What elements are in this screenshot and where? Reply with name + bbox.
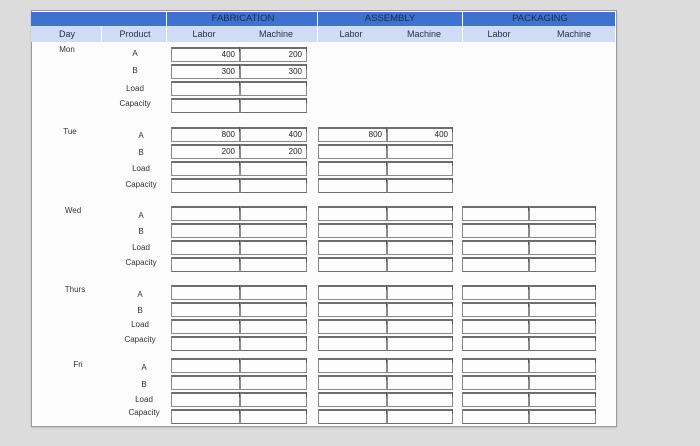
input-cell-pkg-labor[interactable]: [462, 409, 529, 424]
input-cell-asm-labor[interactable]: 800: [318, 127, 387, 142]
input-cell-pkg-labor[interactable]: [462, 257, 529, 272]
input-cell-fab-labor[interactable]: [171, 257, 240, 272]
input-cell-asm-labor[interactable]: [318, 409, 387, 424]
input-cell-fab-labor[interactable]: [171, 336, 240, 351]
product-label: B: [132, 66, 138, 75]
input-cell-asm-machine[interactable]: [387, 319, 453, 334]
input-cell-asm-machine[interactable]: [387, 161, 453, 176]
input-cell-fab-machine[interactable]: [240, 98, 307, 113]
input-cell-pkg-machine[interactable]: [529, 285, 596, 300]
input-cell-pkg-labor[interactable]: [462, 206, 529, 221]
input-cell-fab-machine[interactable]: [240, 392, 307, 407]
input-cell-asm-machine[interactable]: [387, 285, 453, 300]
col-product: Product: [119, 29, 151, 39]
input-cell-pkg-machine[interactable]: [529, 358, 596, 373]
col-fab-labor: Labor: [192, 29, 216, 39]
product-label: A: [141, 363, 147, 372]
input-cell-fab-labor[interactable]: [171, 409, 240, 424]
input-cell-asm-machine[interactable]: 400: [387, 127, 453, 142]
day-label: Fri: [73, 360, 83, 369]
product-label: B: [138, 227, 144, 236]
group-divider: [166, 12, 167, 26]
input-cell-fab-labor[interactable]: [171, 178, 240, 193]
input-cell-pkg-labor[interactable]: [462, 336, 529, 351]
input-cell-asm-labor[interactable]: [318, 144, 387, 159]
product-label: Load: [132, 164, 150, 173]
input-cell-pkg-labor[interactable]: [462, 375, 529, 390]
input-cell-pkg-machine[interactable]: [529, 206, 596, 221]
input-cell-fab-machine[interactable]: [240, 319, 307, 334]
column-divider: [101, 26, 102, 42]
input-cell-asm-machine[interactable]: [387, 144, 453, 159]
input-cell-pkg-labor[interactable]: [462, 358, 529, 373]
column-divider: [462, 26, 463, 42]
input-cell-pkg-labor[interactable]: [462, 223, 529, 238]
input-cell-pkg-labor[interactable]: [462, 392, 529, 407]
input-cell-pkg-labor[interactable]: [462, 319, 529, 334]
input-cell-fab-machine[interactable]: [240, 358, 307, 373]
column-divider: [166, 26, 167, 42]
input-cell-pkg-machine[interactable]: [529, 375, 596, 390]
input-cell-fab-machine[interactable]: [240, 240, 307, 255]
input-cell-asm-machine[interactable]: [387, 336, 453, 351]
product-label: Capacity: [128, 408, 160, 417]
input-cell-pkg-machine[interactable]: [529, 240, 596, 255]
input-cell-asm-machine[interactable]: [387, 178, 453, 193]
input-cell-fab-labor[interactable]: [171, 302, 240, 317]
input-cell-asm-labor[interactable]: [318, 336, 387, 351]
input-cell-fab-machine[interactable]: [240, 336, 307, 351]
input-cell-fab-machine[interactable]: [240, 257, 307, 272]
input-cell-fab-labor[interactable]: [171, 81, 240, 96]
input-cell-fab-machine[interactable]: 200: [240, 47, 307, 62]
input-cell-asm-machine[interactable]: [387, 392, 453, 407]
day-label: Wed: [64, 206, 82, 215]
input-cell-fab-machine[interactable]: [240, 81, 307, 96]
input-cell-fab-machine[interactable]: [240, 375, 307, 390]
product-label: B: [141, 380, 147, 389]
input-cell-fab-labor[interactable]: 200: [171, 144, 240, 159]
input-cell-fab-machine[interactable]: 400: [240, 127, 307, 142]
day-label: Thurs: [64, 285, 86, 294]
input-cell-fab-labor[interactable]: [171, 319, 240, 334]
input-cell-fab-labor[interactable]: 800: [171, 127, 240, 142]
day-label: Mon: [59, 45, 75, 54]
input-cell-asm-machine[interactable]: [387, 240, 453, 255]
col-asm-machine: Machine: [406, 29, 442, 39]
input-cell-asm-labor[interactable]: [318, 302, 387, 317]
product-label: A: [138, 131, 144, 140]
group-assembly: ASSEMBLY: [364, 13, 416, 24]
product-label: B: [138, 148, 144, 157]
input-cell-fab-labor[interactable]: [171, 285, 240, 300]
col-pkg-machine: Machine: [556, 29, 592, 39]
input-cell-asm-labor[interactable]: [318, 257, 387, 272]
column-divider: [317, 26, 318, 42]
group-packaging: PACKAGING: [512, 13, 568, 24]
input-cell-fab-machine[interactable]: [240, 409, 307, 424]
day-label: Tue: [63, 127, 77, 136]
input-cell-fab-labor[interactable]: [171, 161, 240, 176]
product-label: Load: [132, 243, 150, 252]
product-label: Capacity: [125, 180, 157, 189]
product-label: A: [137, 290, 143, 299]
input-cell-fab-machine[interactable]: [240, 302, 307, 317]
input-cell-fab-labor[interactable]: [171, 98, 240, 113]
input-cell-pkg-labor[interactable]: [462, 240, 529, 255]
input-cell-asm-machine[interactable]: [387, 223, 453, 238]
input-cell-asm-labor[interactable]: [318, 240, 387, 255]
product-label: Capacity: [119, 99, 151, 108]
input-cell-asm-labor[interactable]: [318, 161, 387, 176]
product-label: A: [132, 49, 138, 58]
input-cell-asm-labor[interactable]: [318, 206, 387, 221]
col-pkg-labor: Labor: [487, 29, 511, 39]
input-cell-fab-machine[interactable]: [240, 285, 307, 300]
input-cell-asm-machine[interactable]: [387, 257, 453, 272]
product-label: B: [137, 306, 143, 315]
input-cell-asm-labor[interactable]: [318, 223, 387, 238]
input-cell-asm-labor[interactable]: [318, 285, 387, 300]
input-cell-pkg-machine[interactable]: [529, 319, 596, 334]
group-divider: [317, 12, 318, 26]
product-label: Capacity: [125, 258, 157, 267]
col-day: Day: [58, 29, 76, 39]
product-label: Load: [135, 395, 153, 404]
input-cell-fab-machine[interactable]: [240, 161, 307, 176]
input-cell-fab-machine[interactable]: [240, 223, 307, 238]
input-cell-asm-labor[interactable]: [318, 178, 387, 193]
input-cell-fab-labor[interactable]: 400: [171, 47, 240, 62]
input-cell-pkg-labor[interactable]: [462, 302, 529, 317]
input-cell-pkg-machine[interactable]: [529, 223, 596, 238]
input-cell-fab-machine[interactable]: 300: [240, 64, 307, 79]
input-cell-asm-labor[interactable]: [318, 358, 387, 373]
input-cell-fab-labor[interactable]: [171, 375, 240, 390]
input-cell-pkg-machine[interactable]: [529, 392, 596, 407]
input-cell-fab-machine[interactable]: 200: [240, 144, 307, 159]
input-cell-pkg-labor[interactable]: [462, 285, 529, 300]
input-cell-asm-machine[interactable]: [387, 358, 453, 373]
input-cell-fab-labor[interactable]: 300: [171, 64, 240, 79]
input-cell-fab-labor[interactable]: [171, 206, 240, 221]
input-cell-fab-labor[interactable]: [171, 358, 240, 373]
input-cell-asm-machine[interactable]: [387, 206, 453, 221]
col-fab-machine: Machine: [258, 29, 294, 39]
product-label: Load: [126, 84, 144, 93]
group-fabrication: FABRICATION: [211, 13, 275, 24]
group-divider: [462, 12, 463, 26]
input-cell-fab-labor[interactable]: [171, 223, 240, 238]
input-cell-asm-labor[interactable]: [318, 375, 387, 390]
input-cell-asm-machine[interactable]: [387, 375, 453, 390]
col-asm-labor: Labor: [339, 29, 363, 39]
product-label: Capacity: [124, 335, 156, 344]
input-cell-pkg-machine[interactable]: [529, 336, 596, 351]
column-header-bar: [31, 26, 615, 42]
input-cell-asm-labor[interactable]: [318, 319, 387, 334]
input-cell-asm-labor[interactable]: [318, 392, 387, 407]
input-cell-pkg-machine[interactable]: [529, 257, 596, 272]
input-cell-pkg-machine[interactable]: [529, 302, 596, 317]
product-label: Load: [131, 320, 149, 329]
input-cell-asm-machine[interactable]: [387, 302, 453, 317]
input-cell-fab-machine[interactable]: [240, 206, 307, 221]
input-cell-fab-machine[interactable]: [240, 178, 307, 193]
product-label: A: [138, 211, 144, 220]
group-header-bar: [31, 12, 615, 26]
input-cell-fab-labor[interactable]: [171, 240, 240, 255]
input-cell-asm-machine[interactable]: [387, 409, 453, 424]
input-cell-fab-labor[interactable]: [171, 392, 240, 407]
input-cell-pkg-machine[interactable]: [529, 409, 596, 424]
